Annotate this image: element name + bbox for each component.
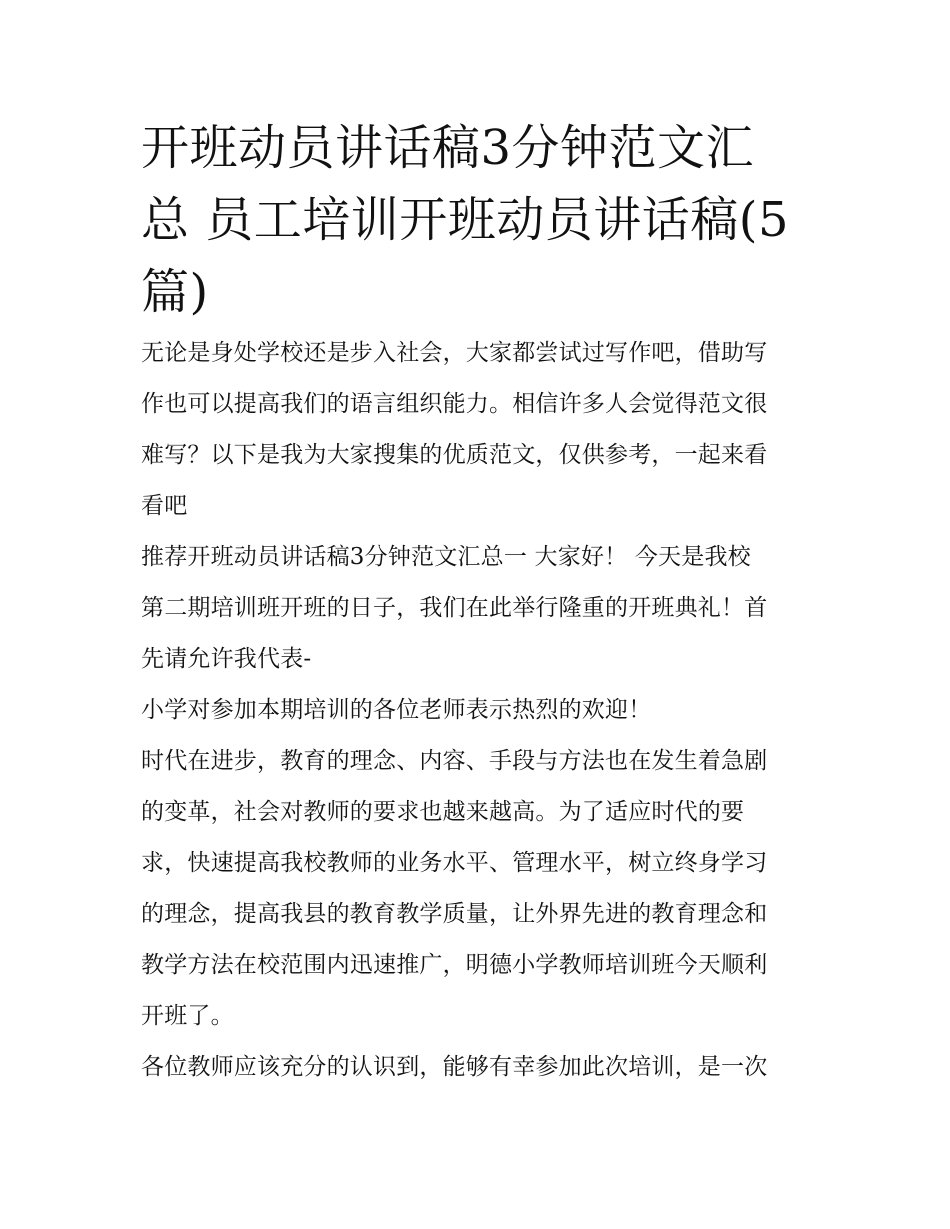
text-line: 的变革，社会对教师的要求也越来越高。为了适应时代的要 (141, 799, 745, 825)
text-line: 推荐开班动员讲话稿3分钟范文汇总一 大家好！ 今天是我校 (141, 544, 751, 570)
document-title (141, 112, 813, 328)
era-paragraph (141, 736, 813, 1042)
title-line: 总 员工培训开班动员讲话稿(5 (141, 192, 790, 248)
text-line: 教学方法在校范围内迅速推广，明德小学教师培训班今天顺利 (141, 952, 768, 978)
welcome-paragraph (141, 685, 813, 736)
text-line: 作也可以提高我们的语言组织能力。相信许多人会觉得范文很 (141, 391, 768, 417)
recommendation-paragraph (141, 532, 813, 685)
intro-paragraph (141, 328, 813, 532)
text-line: 开班了。 (141, 1003, 234, 1029)
text-line: 小学对参加本期培训的各位老师表示热烈的欢迎！ (141, 697, 652, 723)
title-line: 篇) (141, 264, 209, 320)
text-line: 各位教师应该充分的认识到，能够有幸参加此次培训，是一次 (141, 1054, 768, 1080)
text-line: 第二期培训班开班的日子，我们在此举行隆重的开班典礼！首 (141, 595, 768, 621)
document-body (141, 328, 813, 1093)
text-line: 看吧 (141, 493, 188, 519)
text-line: 先请允许我代表- (141, 646, 312, 672)
text-line: 求，快速提高我校教师的业务水平、管理水平，树立终身学习 (141, 850, 768, 876)
teachers-paragraph (141, 1042, 813, 1093)
document-page (141, 112, 813, 1093)
title-line: 开班动员讲话稿3分钟范文汇 (141, 120, 755, 176)
text-line: 难写？以下是我为大家搜集的优质范文，仅供参考，一起来看 (141, 442, 768, 468)
text-line: 无论是身处学校还是步入社会，大家都尝试过写作吧，借助写 (141, 340, 768, 366)
text-line: 的理念，提高我县的教育教学质量，让外界先进的教育理念和 (141, 901, 768, 927)
text-line: 时代在进步，教育的理念、内容、手段与方法也在发生着急剧 (141, 748, 768, 774)
